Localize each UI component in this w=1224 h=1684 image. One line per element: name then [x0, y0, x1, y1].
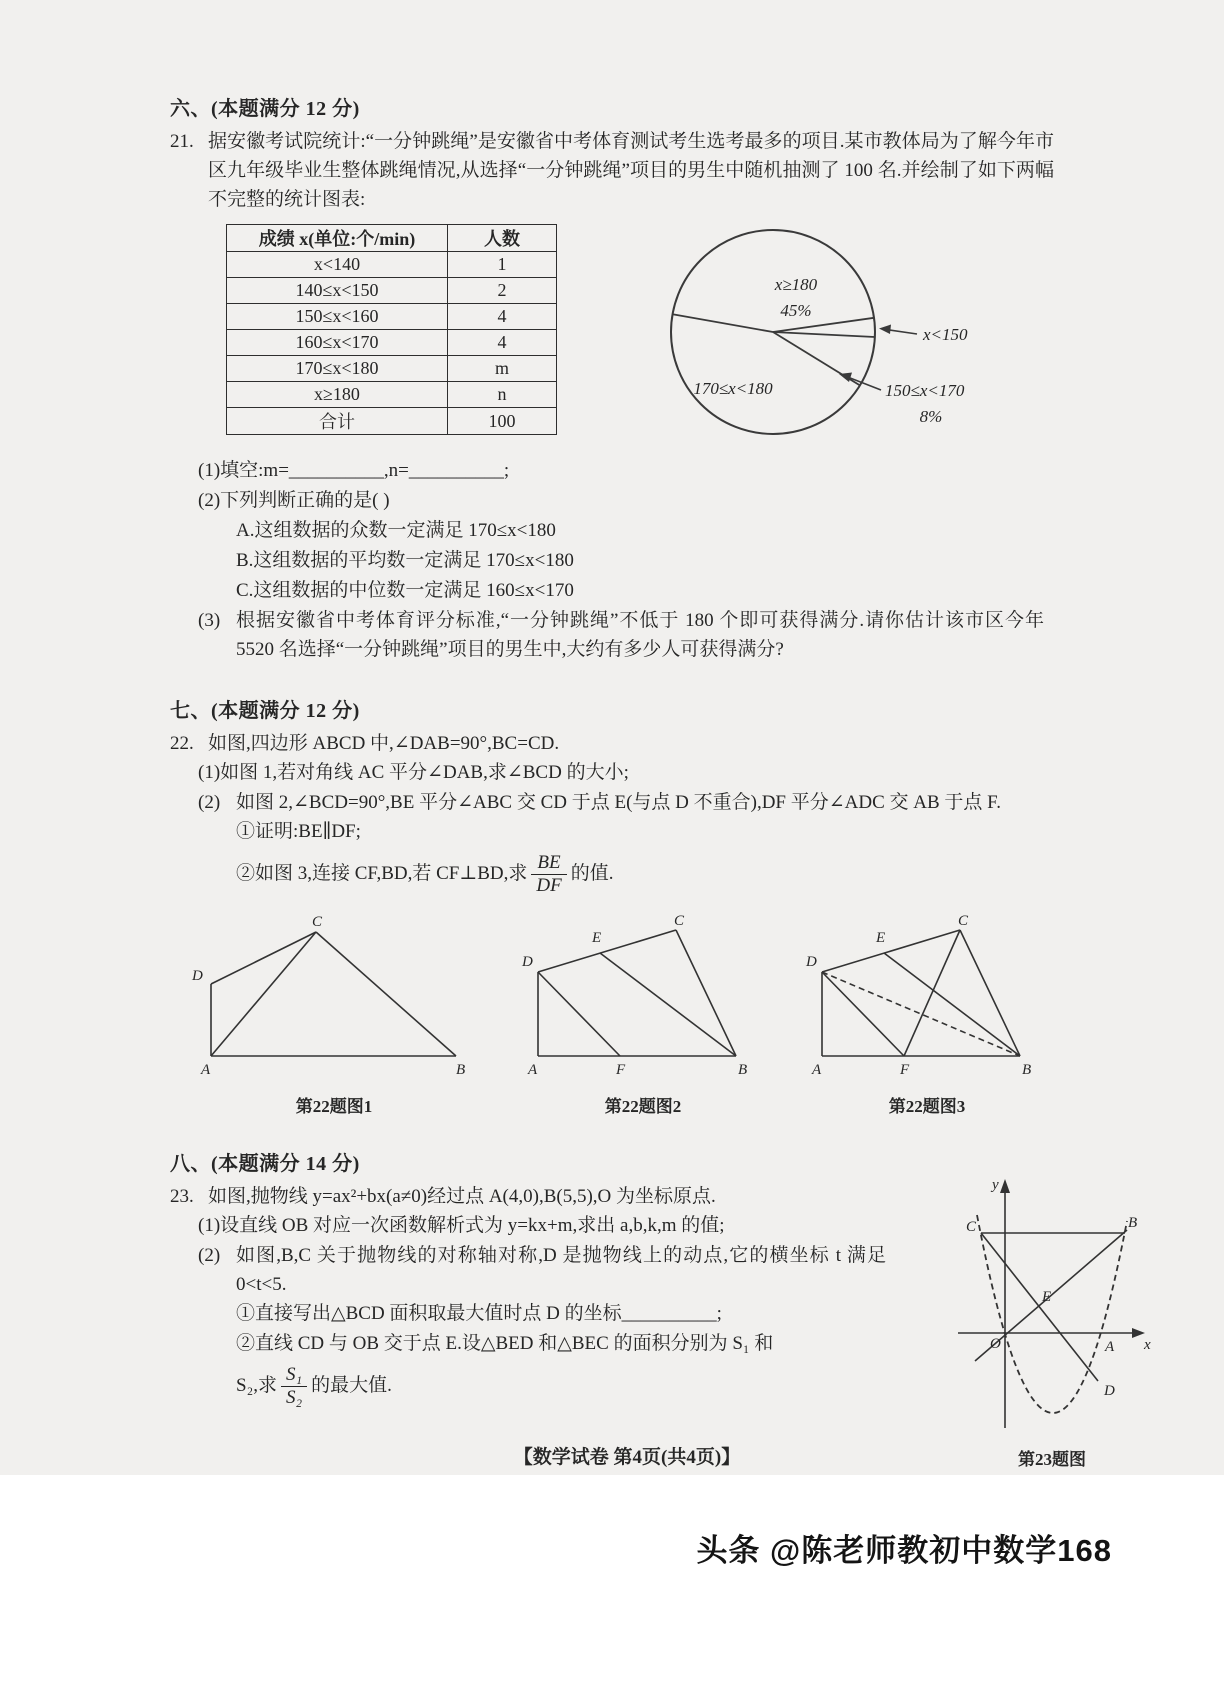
table-cell: x<140 [227, 252, 448, 278]
question-21-text: 据安徽考试院统计:“一分钟跳绳”是安徽省中考体育测试考生选考最多的项目.某市教体局为了解今年市区九年级毕业生整体跳绳情况,从选择“一分钟跳绳”项目的男生中随机抽测了 100 名.并绘制了如下两幅不完整的统计图表: [208, 131, 1054, 210]
point-label-o: O [989, 1335, 1001, 1352]
q23-part2-item1: ①直接写出△BCD 面积取最大值时点 D 的坐标__________; [236, 1302, 722, 1324]
section-8-header: 八、(本题满分 14 分) [170, 1152, 360, 1175]
table-cell: 160≤x<170 [227, 330, 448, 356]
pie-chart [633, 224, 983, 448]
pie-label-150-170: 150≤x<170 [885, 381, 965, 400]
point-label-e: E [1041, 1288, 1051, 1305]
pie-label-ge180: x≥180 [774, 275, 818, 294]
table-row-total [227, 408, 557, 435]
statistics-figures-row [226, 224, 1164, 448]
figure-22-3-drawing [802, 914, 1052, 1082]
table-row [227, 304, 557, 330]
q22-part2 [198, 788, 1164, 817]
table-row [227, 278, 557, 304]
pie-label-45pct: 45% [780, 301, 812, 320]
q22-item2-post: 的值. [570, 863, 614, 885]
point-label-a: A [1104, 1338, 1114, 1355]
table-row [227, 382, 557, 408]
q22-item2-pre: ②如图 3,连接 CF,BD,若 CF⊥BD,求 [236, 863, 528, 885]
section-6-header: 六、(本题满分 12 分) [170, 98, 360, 120]
figure-22-1 [184, 914, 484, 1117]
section-7-header: 七、(本题满分 12 分) [170, 700, 360, 722]
question-22-text: 如图,四边形 ABCD 中,∠DAB=90°,BC=CD. [208, 733, 560, 754]
vertex-label-a: A [812, 1061, 822, 1078]
figure-22-2-drawing [518, 914, 768, 1082]
fraction-s1-s2 [281, 1365, 307, 1408]
q23-item2-pre: S₂,求 [236, 1375, 277, 1397]
fraction-denominator: DF [536, 874, 562, 896]
figure-22-1-caption: 第22题图1 [295, 1096, 373, 1116]
q21-part2: (2)下列判断正确的是( ) [198, 490, 390, 511]
vertex-label-c: C [958, 913, 969, 929]
q21-option-b: B.这组数据的平均数一定满足 170≤x<180 [236, 550, 574, 571]
figure-23-caption: 第23题图 [1018, 1449, 1086, 1469]
question-21 [170, 127, 1164, 214]
question-23-text: 如图,抛物线 y=ax²+bx(a≠0)经过点 A(4,0),B(5,5),O 为坐标原点. [208, 1185, 716, 1207]
fraction-numerator: S₁ [281, 1365, 307, 1387]
q23-part2-number: (2) [198, 1244, 221, 1266]
table-cell: 2 [448, 278, 557, 304]
fraction-numerator: BE [531, 853, 566, 875]
table-header-count: 人数 [448, 225, 557, 252]
q21-part3 [198, 606, 1164, 664]
vertex-label-c: C [312, 913, 323, 930]
vertex-label-e: E [592, 929, 602, 946]
vertex-label-f: F [900, 1061, 910, 1078]
table-header-score: 成绩 x(单位:个/min) [227, 225, 448, 252]
figure-23 [946, 1173, 1158, 1470]
fraction-be-df [531, 853, 566, 896]
pie-label-170-180: 170≤x<180 [693, 379, 773, 398]
q22-figures-row [184, 914, 1164, 1117]
table-cell: 合计 [227, 408, 448, 435]
vertex-label-b: B [1022, 1061, 1032, 1078]
page-footer: 【数学试卷 第4页(共4页)】 [513, 1446, 741, 1468]
q22-part2-text: 如图 2,∠BCD=90°,BE 平分∠ABC 交 CD 于点 E(与点 D 不重合),DF 平分∠ADC 交 AB 于点 F. [236, 792, 1001, 813]
vertex-label-b: B [738, 1061, 748, 1078]
vertex-label-a: A [201, 1061, 211, 1078]
q23-item2-post: 的最大值. [311, 1375, 392, 1397]
vertex-label-e: E [876, 929, 886, 946]
section-7 [170, 694, 1164, 1117]
q22-part2-item1: ①证明:BE∥DF; [236, 821, 361, 842]
figure-22-3-caption: 第22题图3 [888, 1096, 966, 1116]
pie-label-lt150: x<150 [923, 325, 968, 344]
table-cell: m [448, 356, 557, 382]
q21-option-a: A.这组数据的众数一定满足 170≤x<180 [236, 520, 556, 541]
table-row [227, 252, 557, 278]
fraction-denominator: S₂ [285, 1386, 303, 1408]
figure-22-2 [518, 914, 768, 1117]
table-row [227, 330, 557, 356]
table-cell: 170≤x<180 [227, 356, 448, 382]
vertex-label-d: D [522, 953, 533, 970]
vertex-label-a: A [528, 1061, 538, 1078]
q22-part2-item2 [236, 853, 1164, 896]
watermark-text: 头条 @陈老师教初中数学168 [696, 1533, 1112, 1568]
point-label-d: D [1103, 1382, 1115, 1399]
table-cell: 140≤x<150 [227, 278, 448, 304]
question-21-number: 21. [170, 131, 194, 152]
vertex-label-d: D [806, 953, 817, 970]
vertex-label-f: F [616, 1061, 626, 1078]
table-cell: n [448, 382, 557, 408]
figure-22-3 [802, 914, 1052, 1117]
axis-label-y: y [991, 1176, 999, 1193]
vertex-label-c: C [674, 913, 685, 929]
q23-part2-text: 如图,B,C 关于抛物线的对称轴对称,D 是抛物线上的动点,它的横坐标 t 满足 0<t<5. [236, 1244, 886, 1295]
figure-22-1-drawing [184, 914, 484, 1082]
q23-part2-item2-cont [236, 1365, 908, 1408]
q22-part1: (1)如图 1,若对角线 AC 平分∠DAB,求∠BCD 的大小; [198, 762, 629, 783]
figure-22-2-caption: 第22题图2 [604, 1096, 682, 1116]
q21-part3-number: (3) [198, 610, 221, 631]
pie-label-8pct: 8% [919, 407, 943, 426]
point-label-b: B [1127, 1214, 1137, 1231]
question-23-number: 23. [170, 1185, 194, 1207]
q21-part1: (1)填空:m=__________,n=__________; [198, 460, 510, 481]
table-header-row [227, 225, 557, 252]
vertex-label-b: B [456, 1061, 466, 1078]
table-cell: 4 [448, 304, 557, 330]
question-22 [170, 729, 1164, 758]
table-cell: x≥180 [227, 382, 448, 408]
q23-part1: (1)设直线 OB 对应一次函数解析式为 y=kx+m,求出 a,b,k,m 的值; [198, 1214, 725, 1236]
score-table [226, 224, 557, 435]
table-cell: 4 [448, 330, 557, 356]
q21-option-c: C.这组数据的中位数一定满足 160≤x<170 [236, 580, 574, 601]
table-cell: 150≤x<160 [227, 304, 448, 330]
q22-part2-number: (2) [198, 792, 221, 813]
axis-label-x: x [1143, 1336, 1151, 1353]
figure-23-drawing [950, 1173, 1155, 1435]
vertex-label-d: D [192, 967, 203, 984]
table-row [227, 356, 557, 382]
q21-part3-text: 根据安徽省中考体育评分标准,“一分钟跳绳”不低于 180 个即可获得满分.请你估计该市区今年 5520 名选择“一分钟跳绳”项目的男生中,大约有多少人可获得满分? [236, 610, 1044, 660]
q23-part2-item2: ②直线 CD 与 OB 交于点 E.设△BED 和△BEC 的面积分别为 S₁ 和 [236, 1332, 774, 1354]
question-22-number: 22. [170, 733, 194, 754]
point-label-c: C [965, 1218, 976, 1235]
table-cell: 100 [448, 408, 557, 435]
table-cell: 1 [448, 252, 557, 278]
